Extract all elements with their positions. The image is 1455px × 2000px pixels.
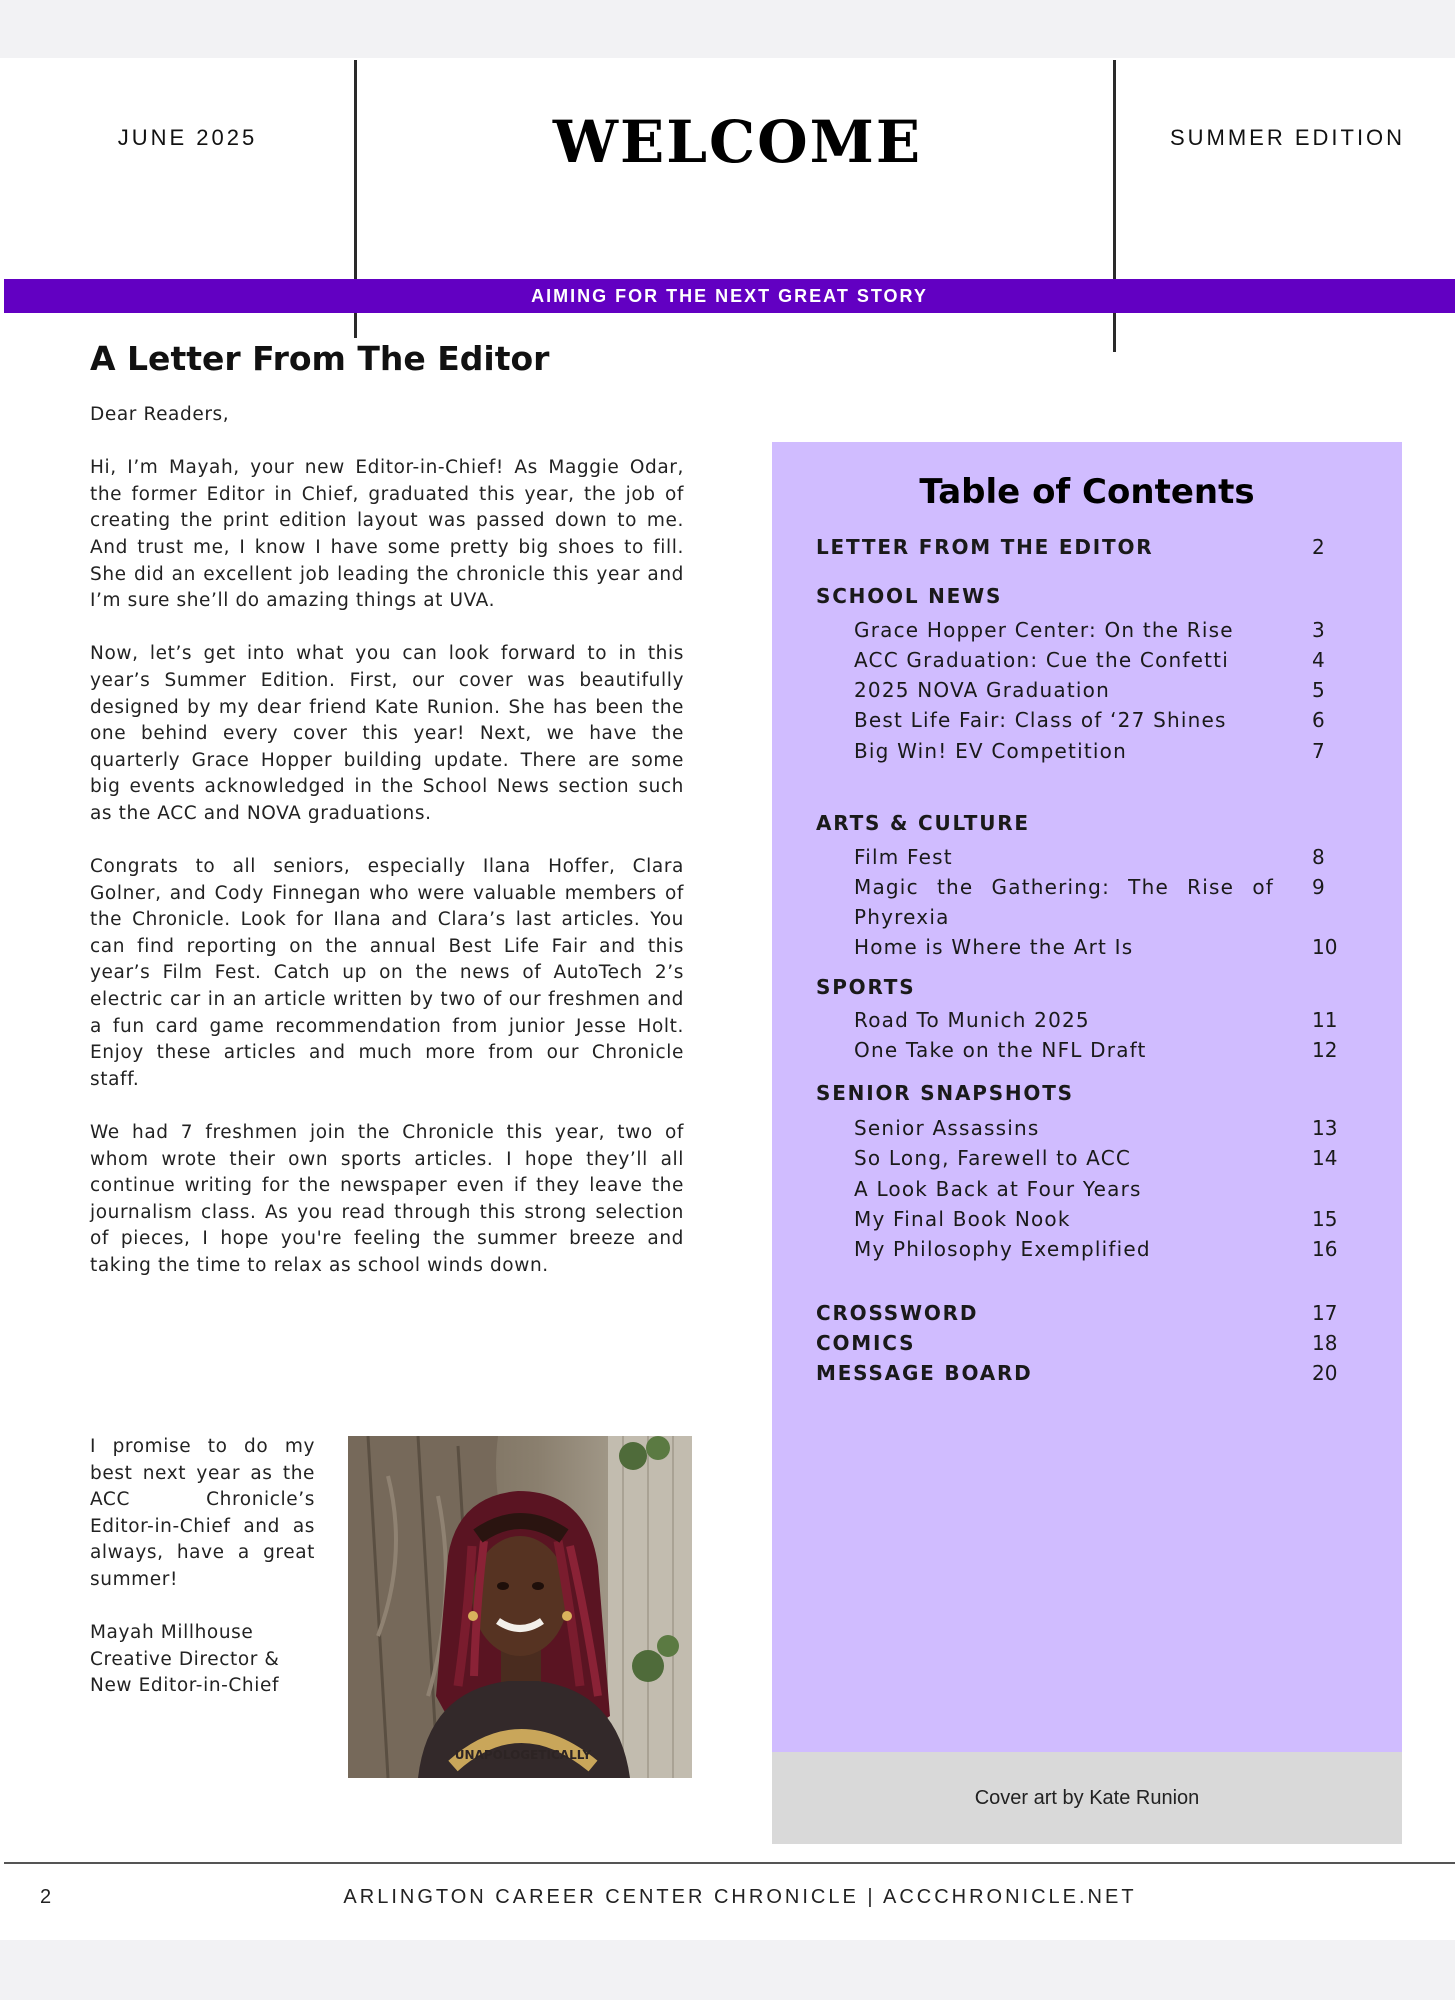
letter-paragraph: Congrats to all seniors, especially Ilana Hoffer, Clara Golner, and Cody Finnegan who were valuable members of the Chronicle. Look for Ilana and Clara’s last articles. You can find reporting on the annual Best Life Fair and this year’s Film Fest. Catch up on the news of AutoTech 2’s electric car in an article written by two of our freshmen and a fun card game recommendation from junior Jesse Holt. Enjoy these articles and much more from our Chronicle staff.	[90, 856, 684, 1090]
issue-date: JUNE 2025	[117, 125, 258, 150]
footer-publication[interactable]: ARLINGTON CAREER CENTER CHRONICLE | ACCCHRONICLE.NET	[343, 1886, 1137, 1908]
toc-item[interactable]: So Long, Farewell to ACC	[854, 1146, 1132, 1170]
signature-role: New Editor-in-Chief	[90, 1675, 280, 1697]
letter-body	[90, 402, 684, 1306]
toc-item[interactable]: Magic the Gathering: The Rise of Phyrexia	[854, 875, 1274, 929]
toc-page-number: 2	[1312, 535, 1325, 559]
toc-page-number: 12	[1312, 1038, 1338, 1062]
toc-page-number: 7	[1312, 739, 1325, 763]
toc-item[interactable]: 2025 NOVA Graduation	[854, 678, 1110, 702]
toc-page-number: 13	[1312, 1116, 1338, 1140]
toc-item[interactable]: Big Win! EV Competition	[854, 739, 1127, 763]
toc-item[interactable]: My Final Book Nook	[854, 1207, 1071, 1231]
toc-item[interactable]: Home is Where the Art Is	[854, 935, 1134, 959]
letter-paragraph: Hi, I’m Mayah, your new Editor-in-Chief! As Maggie Odar, the former Editor in Chief, graduated this year, the job of creating the print edition layout was passed down to me. And trust me, I know I have some pretty big shoes to fill. She did an excellent job leading the chronicle this year and I’m sure she’ll do amazing things at UVA.	[90, 457, 684, 612]
letter-closing	[90, 1434, 315, 1700]
shirt-text: UNAPOLOGETICALLY	[454, 1748, 592, 1762]
toc-page-number: 10	[1312, 935, 1338, 959]
editor-photo	[348, 1436, 692, 1778]
signature-name: Mayah Millhouse	[90, 1622, 254, 1644]
toc-section-seniors: SENIOR SNAPSHOTS	[816, 1081, 1074, 1105]
toc-page-number: 16	[1312, 1237, 1338, 1261]
letter-paragraph: We had 7 freshmen join the Chronicle this year, two of whom wrote their own sports articles. I hope they’ll all continue writing for the newspaper even if they leave the journalism class. As you read through this strong selection of pieces, I hope you're feeling the summer breeze and taking the time to relax as school winds down.	[90, 1122, 684, 1276]
toc-item[interactable]: Best Life Fair: Class of ‘27 Shines	[854, 708, 1227, 732]
toc-page-number: 20	[1312, 1361, 1338, 1385]
toc-entry-comics[interactable]: COMICS	[816, 1331, 916, 1355]
closing-paragraph: I promise to do my best next year as the ACC Chronicle’s Editor-in-Chief and as always, have a great summer!	[90, 1436, 315, 1590]
toc-item[interactable]: Senior Assassins	[854, 1116, 1040, 1140]
toc-page-number: 9	[1312, 875, 1325, 899]
toc-entry-crossword[interactable]: CROSSWORD	[816, 1301, 979, 1325]
letter-paragraph: Now, let’s get into what you can look forward to in this year’s Summer Edition. First, our cover was beautifully designed by my dear friend Kate Runion. She has been the one behind every cover this year! Next, we have the quarterly Grace Hopper building update. There are some big events acknowledged in the School News section such as the ACC and NOVA graduations.	[90, 643, 684, 824]
letter-paragraph: Dear Readers,	[90, 404, 230, 425]
toc-page-number: 18	[1312, 1331, 1338, 1355]
letter-heading: A Letter From The Editor	[90, 339, 550, 378]
toc-item[interactable]: Grace Hopper Center: On the Rise	[854, 618, 1234, 642]
toc-page-number: 11	[1312, 1008, 1338, 1032]
toc-page-number: 8	[1312, 845, 1325, 869]
toc-section-sports: SPORTS	[816, 975, 916, 999]
toc-page-number: 15	[1312, 1207, 1338, 1231]
toc-section-school-news: SCHOOL NEWS	[816, 584, 1003, 608]
table-of-contents	[772, 442, 1402, 1752]
cover-art-credit: Cover art by Kate Runion	[772, 1752, 1402, 1844]
signature	[90, 1620, 315, 1700]
toc-page-number: 3	[1312, 618, 1325, 642]
page-title: WELCOME	[552, 108, 923, 176]
toc-item[interactable]: My Philosophy Exemplified	[854, 1237, 1151, 1261]
toc-page-number: 14	[1312, 1146, 1338, 1170]
toc-page-number: 6	[1312, 708, 1325, 732]
toc-page-number: 5	[1312, 678, 1325, 702]
toc-item[interactable]: One Take on the NFL Draft	[854, 1038, 1147, 1062]
footer-divider	[4, 1862, 1455, 1864]
edition-label: SUMMER EDITION	[1169, 125, 1406, 150]
toc-entry-letter[interactable]: LETTER FROM THE EDITOR	[816, 535, 1154, 559]
toc-section-arts: ARTS & CULTURE	[816, 811, 1030, 835]
toc-item[interactable]: ACC Graduation: Cue the Confetti	[854, 648, 1229, 672]
toc-item[interactable]: A Look Back at Four Years	[854, 1177, 1142, 1201]
toc-item[interactable]: Road To Munich 2025	[854, 1008, 1090, 1032]
page-number: 2	[40, 1886, 52, 1908]
tagline-banner: AIMING FOR THE NEXT GREAT STORY	[4, 279, 1455, 313]
toc-page-number: 4	[1312, 648, 1325, 672]
toc-title: Table of Contents	[919, 472, 1255, 512]
toc-entry-message-board[interactable]: MESSAGE BOARD	[816, 1361, 1033, 1385]
signature-role: Creative Director &	[90, 1648, 280, 1670]
toc-page-number: 17	[1312, 1301, 1338, 1325]
toc-item[interactable]: Film Fest	[854, 845, 953, 869]
